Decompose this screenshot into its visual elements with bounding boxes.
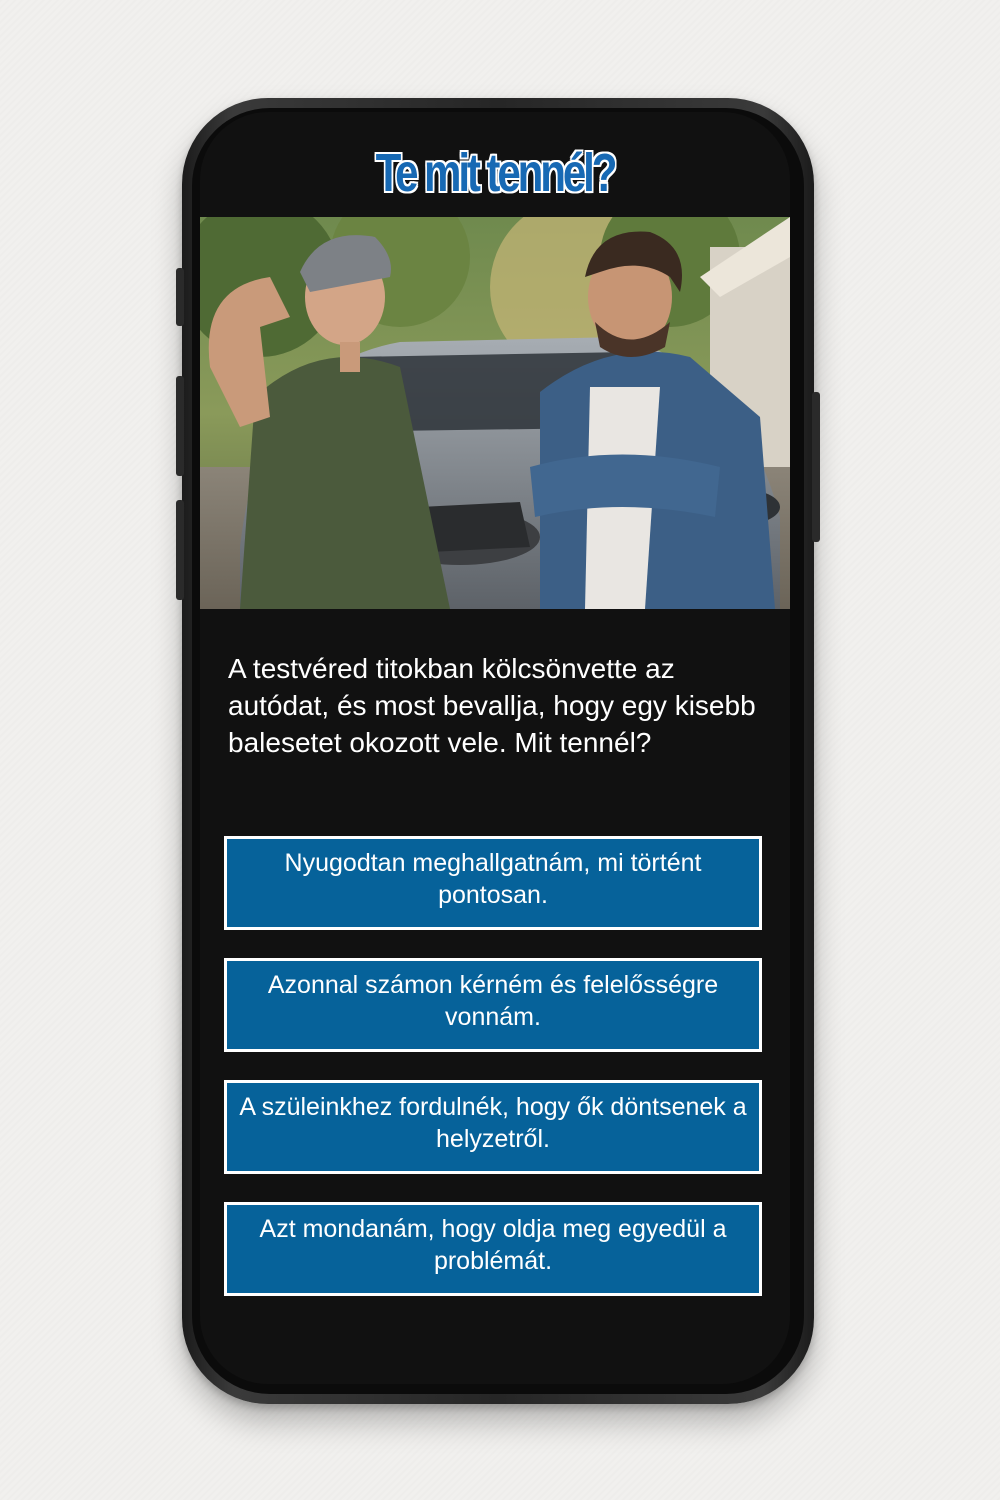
phone-screen — [200, 112, 790, 1384]
answer-option-label: A szüleinkhez fordulnék, hogy ők döntsenek a helyzetről. — [239, 1093, 747, 1153]
answer-option-4[interactable] — [224, 1202, 762, 1296]
mute-switch — [176, 268, 184, 326]
volume-down-button — [176, 500, 184, 600]
answer-option-1[interactable] — [224, 836, 762, 930]
answer-option-label: Azonnal számon kérném és felelősségre vonnám. — [267, 971, 719, 1031]
answer-option-2[interactable] — [224, 958, 762, 1052]
answer-option-label: Nyugodtan meghallgatnám, mi történt pontosan. — [284, 849, 702, 909]
volume-up-button — [176, 376, 184, 476]
photo-two-men-damaged-car-icon — [200, 217, 790, 609]
question-text: A testvéred titokban kölcsönvette az autódat, és most bevallja, hogy egy kisebb balesetet okozott vele. Mit tennél? — [228, 653, 756, 758]
page-title: Te mit tennél? — [375, 143, 615, 203]
power-button — [812, 392, 820, 542]
answer-option-label: Azt mondanám, hogy oldja meg egyedül a problémát. — [259, 1215, 727, 1275]
answer-option-3[interactable] — [224, 1080, 762, 1174]
question-photo — [200, 217, 790, 609]
